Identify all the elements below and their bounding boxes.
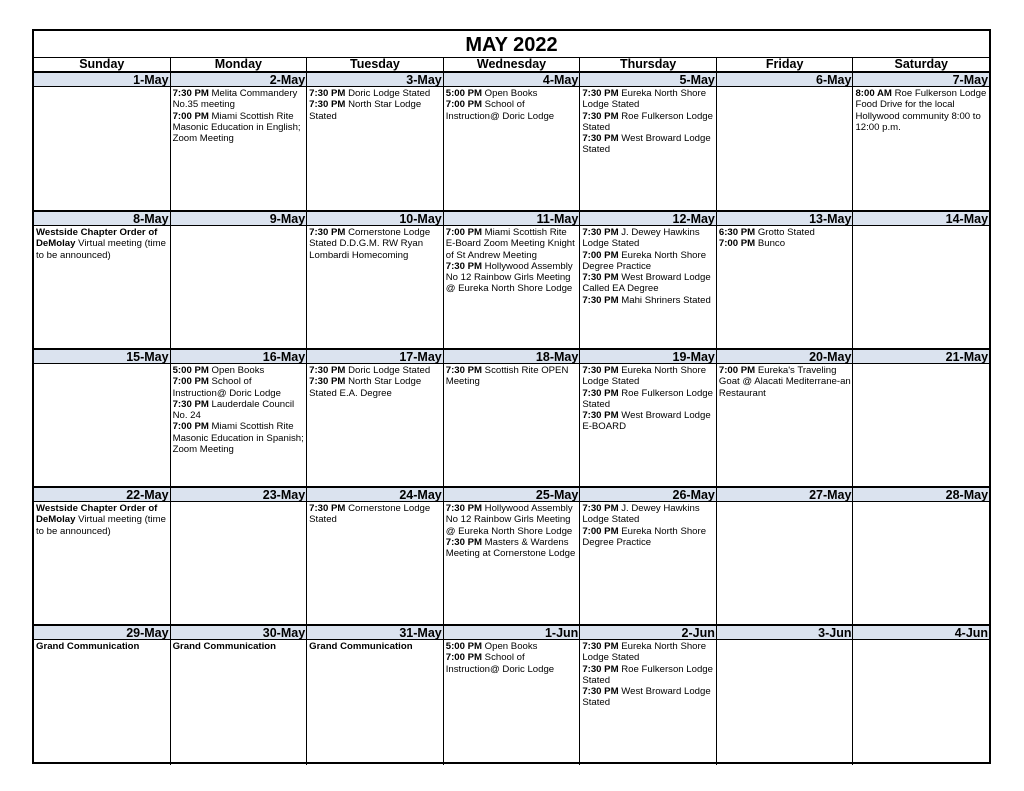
event-list (171, 87, 307, 144)
event-time: 7:30 PM (445, 365, 482, 376)
event-text: J. Dewey Hawkins Lodge Stated (582, 503, 700, 526)
day-date: 17-May (307, 349, 443, 364)
event-list (853, 226, 989, 227)
event-text: Virtual meeting (time to be announced) (36, 514, 166, 537)
day-cell (171, 211, 308, 349)
weekday-saturday: Saturday (894, 57, 948, 71)
event-list (853, 640, 989, 641)
day-cell (580, 625, 717, 765)
event-list (853, 87, 989, 133)
event-text: Doric Lodge Stated (348, 88, 431, 99)
day-date: 13-May (717, 211, 853, 226)
event-item (446, 261, 579, 295)
event-list (580, 87, 716, 156)
weekday-tuesday: Tuesday (307, 58, 444, 71)
day-cell (34, 211, 171, 349)
day-cell (171, 487, 308, 625)
event-list (307, 226, 443, 261)
event-text: Roe Fulkerson Lodge Stated (582, 387, 713, 410)
event-text: Virtual meeting (time to be announced) (36, 238, 166, 261)
day-cell (580, 349, 717, 487)
event-time: 7:00 PM (718, 365, 756, 376)
event-text: Miami Scottish Rite E-Board Zoom Meeting Knight of St Andrew Meeting (445, 227, 575, 261)
event-time: 7:30 PM (309, 503, 346, 514)
day-date: 20-May (717, 349, 853, 364)
event-text: Cornerstone Lodge Stated D.D.G.M. RW Ryan Lombardi Homecoming (309, 227, 431, 261)
day-date: 27-May (717, 487, 853, 502)
event-time: 6:30 PM (718, 227, 756, 238)
day-cell (444, 211, 581, 349)
event-text: Eureka's Traveling Goat @ Alacati Mediterrane-an Restaurant (718, 365, 851, 399)
event-item (309, 641, 442, 652)
event-text: West Broward Lodge Stated (582, 133, 711, 156)
event-item (582, 686, 715, 709)
event-time: 7:30 PM (582, 133, 619, 145)
event-item (582, 526, 715, 549)
day-date: 7-May (853, 72, 989, 87)
weekday-monday: Monday (171, 58, 308, 71)
event-time: 7:30 PM (309, 227, 346, 238)
event-list (34, 364, 170, 365)
event-text: Roe Fulkerson Lodge Stated (582, 663, 713, 686)
event-item (582, 250, 715, 273)
day-date: 22-May (34, 487, 170, 502)
event-time: Grand Communication (309, 641, 413, 652)
event-item (446, 503, 579, 537)
day-cell (717, 349, 854, 487)
event-time: Westside Chapter Order of DeMolay (36, 503, 158, 526)
day-cell (580, 487, 717, 625)
day-cell (34, 487, 171, 625)
day-cell (307, 211, 444, 349)
event-list (853, 502, 989, 503)
event-item (309, 227, 442, 261)
event-item (582, 227, 715, 250)
day-date: 21-May (853, 349, 989, 364)
day-cell (307, 487, 444, 625)
event-time: 7:30 PM (582, 227, 619, 238)
event-item (173, 111, 306, 145)
event-list (307, 640, 443, 652)
event-time: 7:00 PM (172, 421, 209, 433)
event-text: West Broward Lodge Stated (582, 686, 711, 709)
event-time: 7:30 PM (172, 398, 209, 410)
day-date: 26-May (580, 487, 716, 502)
event-text: Open Books (484, 88, 538, 99)
day-cell (444, 349, 581, 487)
day-cell (444, 625, 581, 765)
event-item (719, 238, 852, 249)
day-date: 29-May (34, 625, 170, 640)
event-list (444, 226, 580, 295)
day-cell (171, 72, 308, 210)
event-item (446, 537, 579, 560)
week-row (34, 210, 989, 349)
day-cell (444, 487, 581, 625)
event-time: 7:30 PM (445, 260, 482, 272)
event-text: Hollywood Assembly No 12 Rainbow Girls Meeting @ Eureka North Shore Lodge (445, 503, 573, 537)
weekday-sunday: Sunday (34, 58, 171, 71)
event-text: Eureka North Shore Lodge Stated (582, 365, 707, 388)
event-text: Doric Lodge Stated (348, 365, 431, 376)
event-text: School of Instruction@ Doric Lodge (445, 652, 555, 675)
day-date: 30-May (171, 625, 307, 640)
event-text: North Star Lodge Stated E.A. Degree (309, 376, 422, 399)
event-item (582, 641, 715, 664)
event-list (307, 364, 443, 399)
event-item (582, 388, 715, 411)
day-date: 4-Jun (853, 625, 989, 640)
event-item (719, 227, 852, 238)
event-item (173, 641, 306, 652)
event-item (582, 365, 715, 388)
day-cell (853, 487, 989, 625)
event-text: Eureka North Shore Lodge Stated (582, 88, 707, 111)
event-time: 7:30 PM (582, 663, 619, 675)
event-text: Bunco (757, 238, 786, 250)
event-list (171, 640, 307, 652)
event-item (582, 133, 715, 156)
week-row (34, 72, 989, 210)
event-item (582, 410, 715, 433)
event-list (580, 226, 716, 306)
event-time: 7:30 PM (172, 88, 209, 99)
event-list (717, 502, 853, 503)
day-date: 15-May (34, 349, 170, 364)
event-item (446, 88, 579, 99)
week-row (34, 348, 989, 487)
event-time: 7:30 PM (582, 686, 619, 698)
event-time: Grand Communication (172, 641, 276, 652)
event-list (444, 640, 580, 675)
day-date: 6-May (717, 72, 853, 87)
event-item (582, 295, 715, 306)
event-list (171, 502, 307, 503)
event-list (717, 640, 853, 641)
event-list (853, 364, 989, 365)
event-time: 7:30 PM (582, 641, 619, 652)
weekday-header-row (34, 58, 989, 72)
day-date: 11-May (444, 211, 580, 226)
event-item (446, 652, 579, 675)
day-date: 31-May (307, 625, 443, 640)
event-time: 7:00 PM (582, 249, 619, 261)
event-item (173, 399, 306, 422)
event-text: Scottish Rite OPEN Meeting (445, 365, 569, 388)
event-text: West Broward Lodge Called EA Degree (582, 272, 711, 295)
day-cell (34, 349, 171, 487)
day-date: 8-May (34, 211, 170, 226)
event-text: Miami Scottish Rite Masonic Education in Spanish; Zoom Meeting (172, 421, 304, 456)
day-date: 19-May (580, 349, 716, 364)
event-item (36, 227, 169, 261)
event-text: Roe Fulkerson Lodge Stated (582, 110, 713, 133)
event-time: 7:30 PM (582, 410, 619, 422)
day-date: 23-May (171, 487, 307, 502)
event-item (855, 88, 988, 133)
day-cell (307, 72, 444, 210)
day-date: 16-May (171, 349, 307, 364)
day-date: 9-May (171, 211, 307, 226)
event-time: 5:00 PM (445, 88, 482, 99)
day-cell (171, 349, 308, 487)
event-list (307, 502, 443, 526)
event-time: 7:30 PM (582, 272, 619, 284)
event-time: 7:30 PM (309, 365, 346, 376)
day-cell (717, 625, 854, 765)
event-time: 7:30 PM (309, 88, 346, 99)
day-cell (34, 72, 171, 210)
event-list (717, 87, 853, 88)
event-item (446, 99, 579, 122)
event-time: 7:00 PM (445, 652, 482, 664)
event-item (309, 99, 442, 122)
event-list (444, 87, 580, 122)
weekday-thursday: Thursday (580, 58, 717, 71)
week-row (34, 624, 989, 765)
event-text: School of Instruction@ Doric Lodge (445, 99, 555, 122)
day-date: 1-May (34, 72, 170, 87)
day-date: 3-Jun (717, 625, 853, 640)
event-item (582, 88, 715, 111)
event-list (34, 226, 170, 261)
event-item (309, 376, 442, 399)
week-row (34, 486, 989, 625)
day-date: 28-May (853, 487, 989, 502)
calendar-title: MAY 2022 (34, 31, 989, 58)
day-cell (580, 72, 717, 210)
event-item (446, 365, 579, 388)
event-time: 7:30 PM (582, 503, 619, 514)
day-cell (717, 72, 854, 210)
event-text: Hollywood Assembly No 12 Rainbow Girls Meeting @ Eureka North Shore Lodge (445, 260, 573, 295)
event-item (309, 365, 442, 376)
day-cell (717, 487, 854, 625)
event-text: Melita Commandery No.35 meeting (172, 88, 298, 111)
day-date: 18-May (444, 349, 580, 364)
day-cell (580, 211, 717, 349)
event-text: Miami Scottish Rite Masonic Education in English; Zoom Meeting (172, 110, 301, 145)
day-date: 2-May (171, 72, 307, 87)
weekday-friday: Friday (717, 58, 854, 71)
event-text: Eureka North Shore Degree Practice (582, 249, 707, 272)
event-time: Westside Chapter Order of DeMolay (36, 227, 158, 250)
day-date: 12-May (580, 211, 716, 226)
event-text: Mahi Shriners Stated (621, 294, 711, 306)
event-item (446, 227, 579, 261)
day-date: 1-Jun (444, 625, 580, 640)
day-date: 2-Jun (580, 625, 716, 640)
event-list (580, 502, 716, 548)
day-cell (34, 625, 171, 765)
event-list (34, 502, 170, 537)
event-list (717, 364, 853, 399)
day-date: 3-May (307, 72, 443, 87)
event-time: 7:00 PM (172, 376, 209, 388)
event-list (307, 87, 443, 122)
event-list (444, 364, 580, 388)
event-text: Open Books (484, 641, 538, 652)
event-list (444, 502, 580, 559)
event-time: 7:00 PM (582, 525, 619, 537)
event-text: Eureka North Shore Degree Practice (582, 525, 707, 548)
event-item (719, 365, 852, 399)
day-cell (853, 349, 989, 487)
event-text: North Star Lodge Stated (309, 99, 422, 122)
event-item (173, 376, 306, 399)
event-item (582, 503, 715, 526)
event-item (173, 421, 306, 455)
event-item (582, 664, 715, 687)
event-time: 7:30 PM (445, 503, 482, 514)
event-item (582, 272, 715, 295)
day-cell (853, 625, 989, 765)
event-time: Grand Communication (36, 641, 140, 652)
event-time: 8:00 AM (855, 88, 892, 99)
event-time: 7:30 PM (582, 387, 619, 399)
event-time: 7:30 PM (309, 99, 346, 111)
event-list (171, 226, 307, 227)
event-list (171, 364, 307, 455)
event-text: Cornerstone Lodge Stated (309, 503, 431, 526)
event-time: 5:00 PM (445, 641, 482, 652)
event-time: 7:30 PM (582, 294, 619, 306)
event-item (309, 88, 442, 99)
weekday-wednesday: Wednesday (444, 58, 581, 71)
event-list (580, 364, 716, 433)
event-list (717, 226, 853, 250)
event-text: School of Instruction@ Doric Lodge (172, 376, 281, 399)
day-date: 4-May (444, 72, 580, 87)
event-text: Grotto Stated (757, 227, 815, 238)
event-item (36, 503, 169, 537)
event-time: 7:00 PM (172, 110, 209, 122)
day-cell (171, 625, 308, 765)
event-item (309, 503, 442, 526)
day-cell (444, 72, 581, 210)
event-text: Roe Fulkerson Lodge Food Drive for the local Hollywood community 8:00 to 12:00 p.m. (855, 88, 987, 133)
event-time: 5:00 PM (172, 365, 209, 376)
event-time: 7:00 PM (445, 227, 482, 238)
day-date: 10-May (307, 211, 443, 226)
event-list (580, 640, 716, 709)
day-cell (717, 211, 854, 349)
calendar (32, 29, 991, 764)
event-time: 7:00 PM (718, 238, 756, 250)
day-cell (853, 211, 989, 349)
event-time: 7:30 PM (582, 110, 619, 122)
event-text: Lauderdale Council No. 24 (172, 398, 295, 422)
event-item (36, 641, 169, 652)
event-list (34, 87, 170, 88)
event-time: 7:30 PM (582, 365, 619, 376)
day-cell (307, 625, 444, 765)
event-item (582, 111, 715, 134)
event-item (173, 88, 306, 111)
event-time: 7:30 PM (309, 376, 346, 388)
day-date: 25-May (444, 487, 580, 502)
day-cell (853, 72, 989, 210)
day-date: 14-May (853, 211, 989, 226)
day-date: 5-May (580, 72, 716, 87)
event-list (34, 640, 170, 652)
event-text: West Broward Lodge E-BOARD (582, 410, 711, 433)
event-time: 7:30 PM (445, 536, 482, 548)
event-time: 7:30 PM (582, 88, 619, 99)
event-text: J. Dewey Hawkins Lodge Stated (582, 227, 700, 250)
event-text: Open Books (211, 365, 265, 376)
event-item (173, 365, 306, 376)
event-text: Masters & Wardens Meeting at Cornerstone Lodge (445, 536, 576, 560)
event-item (446, 641, 579, 652)
event-text: Eureka North Shore Lodge Stated (582, 641, 707, 664)
event-time: 7:00 PM (445, 99, 482, 111)
day-date: 24-May (307, 487, 443, 502)
day-cell (307, 349, 444, 487)
